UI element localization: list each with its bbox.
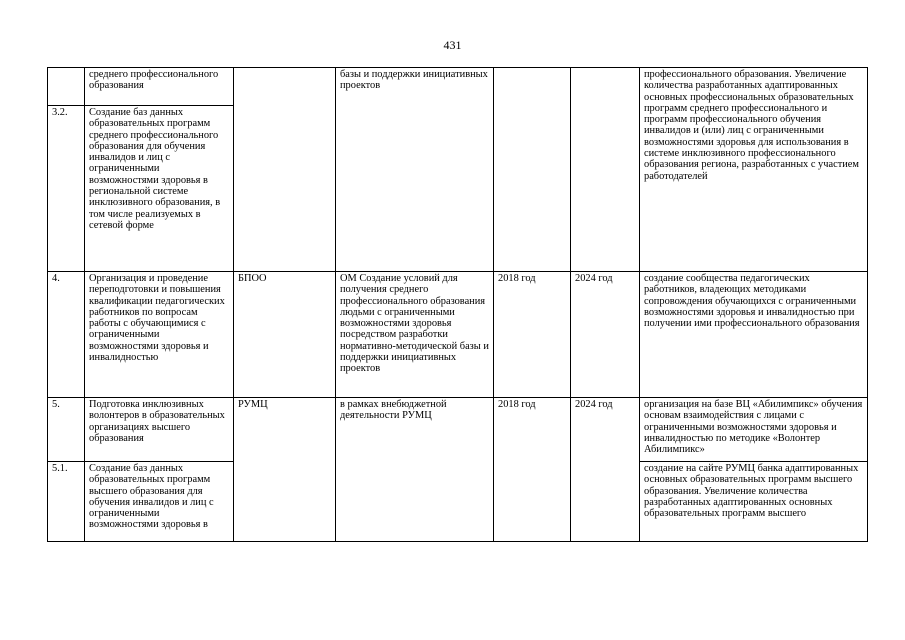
result: создание на сайте РУМЦ банка адаптированных основных образовательных программ высшего образования. Увеличение количества разработанных адаптированных основных образовательных программ высшего <box>640 462 868 542</box>
table-row <box>48 398 868 462</box>
executor: РУМЦ <box>234 398 336 542</box>
end-year: 2024 год <box>571 272 640 398</box>
table-row <box>48 272 868 398</box>
row-number: 3.2. <box>48 106 85 272</box>
row-number: 4. <box>48 272 85 398</box>
measure-name: Создание баз данных образовательных программ высшего образования для обучения инвалидов и лиц с ограниченными возможностями здоровья в <box>85 462 234 542</box>
activity: базы и поддержки инициативных проектов <box>336 68 494 272</box>
end-year <box>571 68 640 272</box>
measure-name: Создание баз данных образовательных программ среднего профессионального образования для обучения инвалидов и лиц с ограниченными возможностями здоровья в региональной системе инклюзивного образования, в том числе реализуемых в сетевой форме <box>85 106 234 272</box>
start-year: 2018 год <box>494 272 571 398</box>
measures-table <box>47 67 868 542</box>
row-number <box>48 68 85 106</box>
result: создание сообщества педагогических работников, владеющих методиками сопровождения обучающихся с ограниченными возможностями здоровья и инвалидностью при получении ими профессионального образования <box>640 272 868 398</box>
measure-name: Подготовка инклюзивных волонтеров в образовательных организациях высшего образования <box>85 398 234 462</box>
start-year: 2018 год <box>494 398 571 542</box>
measure-name: Организация и проведение переподготовки и повышения квалификации педагогических работников по вопросам работы с обучающимися с ограниченными возможностями здоровья и инвалидностью <box>85 272 234 398</box>
row-number: 5.1. <box>48 462 85 542</box>
start-year <box>494 68 571 272</box>
activity: в рамках внебюджетной деятельности РУМЦ <box>336 398 494 542</box>
end-year: 2024 год <box>571 398 640 542</box>
result: организация на базе ВЦ «Абилимпикс» обучения основам взаимодействия с лицами с ограниченными возможностями здоровья и инвалидностью по методике «Волонтер Абилимпикс» <box>640 398 868 462</box>
page-number: 431 <box>443 38 462 52</box>
row-number: 5. <box>48 398 85 462</box>
table-row <box>48 68 868 106</box>
result: профессионального образования. Увеличение количества разработанных адаптированных основных профессиональных образовательных программ среднего профессионального и программ профессионального обучения инвалидов и (или) лиц с ограниченными возможностями здоровья для использования в системе инклюзивного профессионального образования региона, разработанных с участием работодателей <box>640 68 868 272</box>
executor <box>234 68 336 272</box>
executor: БПОО <box>234 272 336 398</box>
measure-name: среднего профессионального образования <box>85 68 234 106</box>
activity: ОМ Создание условий для получения среднего профессионального образования людьми с ограниченными возможностями здоровья посредством разработки нормативно-методической базы и поддержки инициативных проектов <box>336 272 494 398</box>
